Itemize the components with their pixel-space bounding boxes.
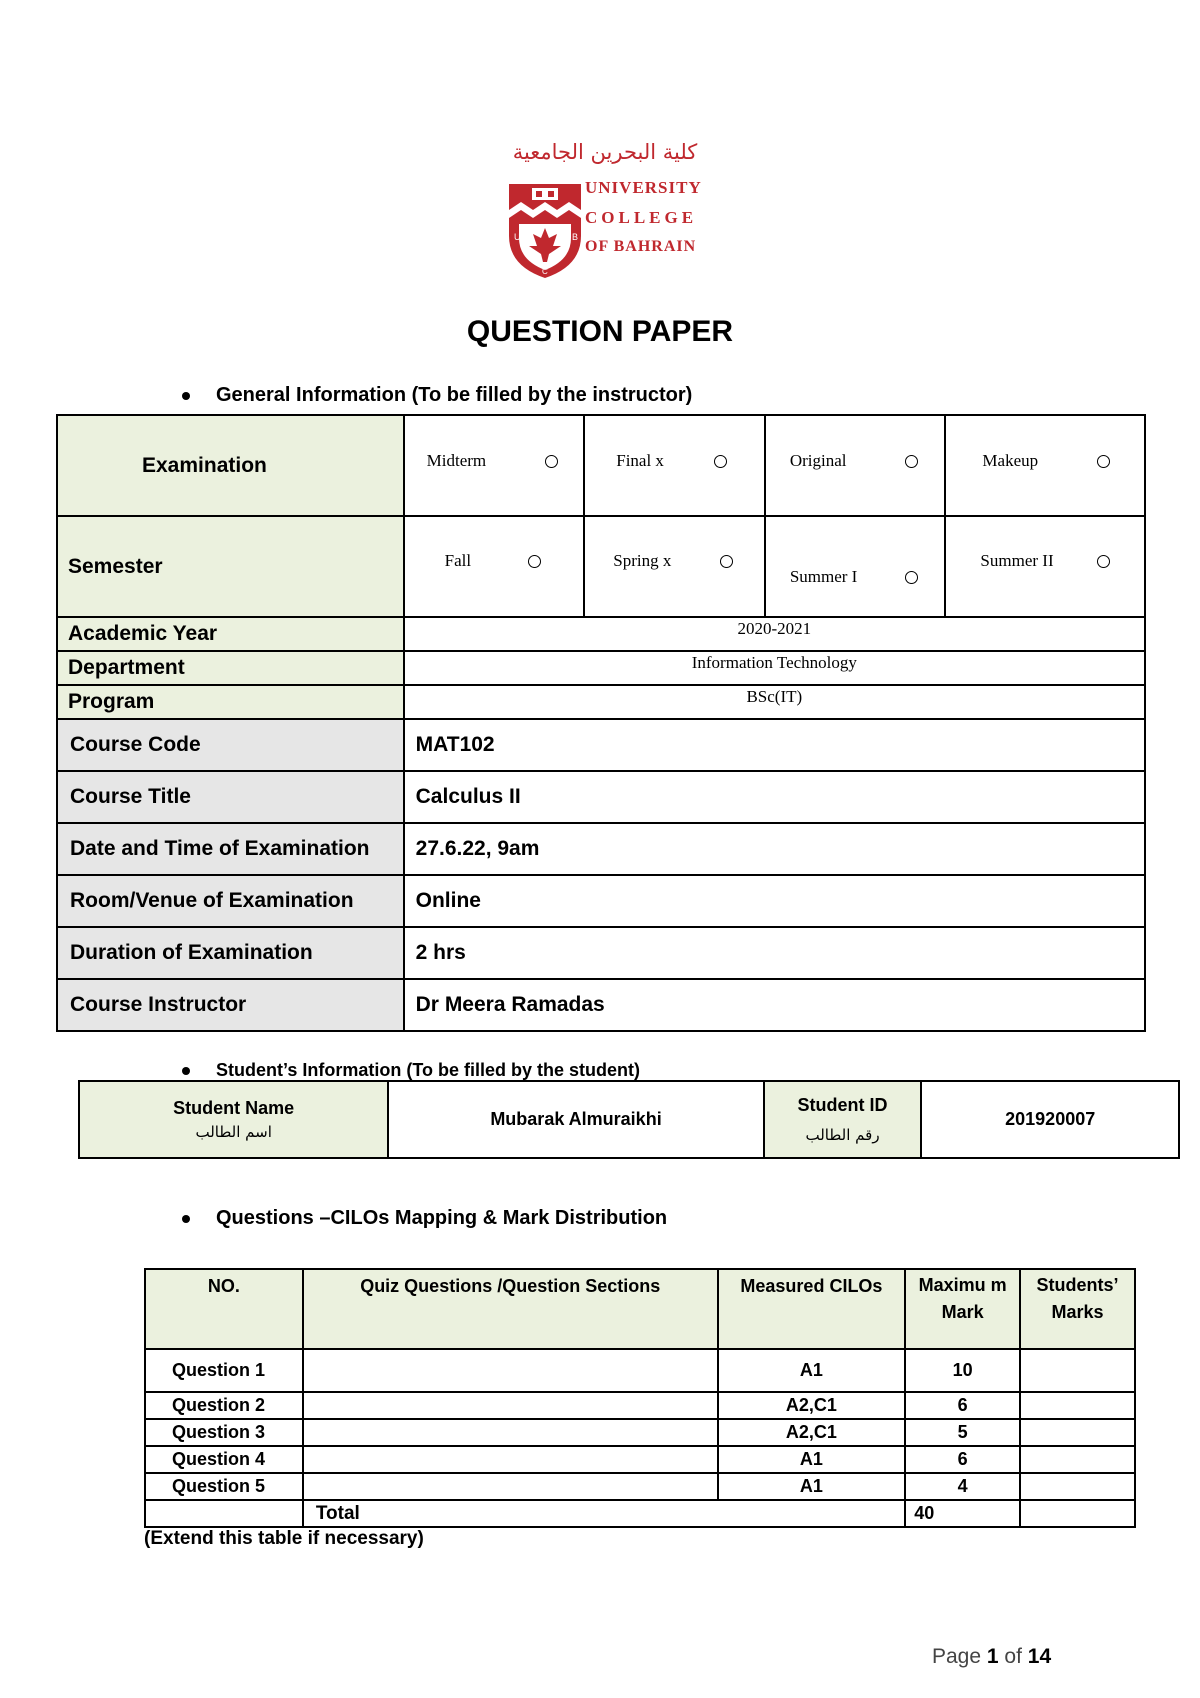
semester-option-summer-2[interactable]: Summer II (945, 516, 1145, 617)
department-label: Department (57, 651, 404, 685)
svg-text:U: U (514, 232, 521, 242)
university-logo (500, 140, 710, 280)
exam-option-midterm[interactable]: Midterm (404, 415, 585, 516)
semester-label: Semester (57, 516, 404, 617)
academic-year-label: Academic Year (57, 617, 404, 651)
table-row: Question 4 A1 6 (145, 1446, 1135, 1473)
date-time-value: 27.6.22, 9am (404, 823, 1145, 875)
exam-option-final[interactable]: Final x (584, 415, 765, 516)
logo-line-bahrain: OF BAHRAIN (585, 238, 697, 255)
duration-value: 2 hrs (404, 927, 1145, 979)
venue-value: Online (404, 875, 1145, 927)
duration-label: Duration of Examination (57, 927, 404, 979)
table-row: Question 1 A1 10 (145, 1349, 1135, 1392)
logo-line-college: COLLEGE (585, 208, 698, 227)
header-max-mark: Maximu m Mark (905, 1269, 1020, 1349)
bullet-icon (182, 1215, 190, 1223)
exam-option-makeup[interactable]: Makeup (945, 415, 1145, 516)
venue-label: Room/Venue of Examination (57, 875, 404, 927)
header-cilos: Measured CILOs (718, 1269, 906, 1349)
program-label: Program (57, 685, 404, 719)
student-id-label: Student ID رقم الطالب (764, 1081, 922, 1158)
header-questions: Quiz Questions /Question Sections (303, 1269, 718, 1349)
program-value: BSc(IT) (404, 685, 1145, 719)
radio-icon[interactable] (720, 555, 733, 568)
semester-option-spring[interactable]: Spring x (584, 516, 765, 617)
logo-arabic-name: كلية البحرين الجامعية (512, 140, 698, 164)
student-name-label: Student Name اسم الطالب (79, 1081, 388, 1158)
academic-year-value: 2020-2021 (404, 617, 1145, 651)
header-no: NO. (145, 1269, 303, 1349)
course-title-value: Calculus II (404, 771, 1145, 823)
semester-option-fall[interactable]: Fall (404, 516, 585, 617)
student-name-value[interactable]: Mubarak Almuraikhi (388, 1081, 763, 1158)
total-row (145, 1500, 1135, 1527)
student-info-table (78, 1080, 1180, 1159)
student-info-heading: Student’s Information (To be filled by the student) (182, 1060, 640, 1081)
shield-icon (505, 180, 585, 280)
table-row: Question 2 A2,C1 6 (145, 1392, 1135, 1419)
instructor-value: Dr Meera Ramadas (404, 979, 1145, 1031)
radio-icon[interactable] (528, 555, 541, 568)
examination-label: Examination (57, 415, 404, 516)
general-info-heading: General Information (To be filled by the instructor) (182, 384, 692, 407)
marks-table (144, 1268, 1136, 1528)
course-title-label: Course Title (57, 771, 404, 823)
instructor-label: Course Instructor (57, 979, 404, 1031)
course-code-value: MAT102 (404, 719, 1145, 771)
header-students-marks: Students’ Marks (1020, 1269, 1135, 1349)
semester-option-summer-1[interactable]: Summer I (765, 516, 946, 617)
bullet-icon (182, 1067, 190, 1075)
svg-text:C: C (542, 267, 548, 276)
table-row: Question 3 A2,C1 5 (145, 1419, 1135, 1446)
total-value: 40 (905, 1500, 1020, 1527)
course-code-label: Course Code (57, 719, 404, 771)
svg-text:B: B (572, 232, 579, 242)
bullet-icon (182, 392, 190, 400)
page-number: Page 1 of 14 (932, 1645, 1052, 1668)
radio-icon[interactable] (1097, 555, 1110, 568)
logo-line-university: UNIVERSITY (585, 178, 702, 197)
student-id-value[interactable]: 201920007 (921, 1081, 1179, 1158)
marks-heading: Questions –CILOs Mapping & Mark Distribution (182, 1207, 667, 1230)
general-info-table (56, 414, 1146, 1032)
exam-option-original[interactable]: Original (765, 415, 946, 516)
radio-icon[interactable] (714, 455, 727, 468)
extend-note: (Extend this table if necessary) (144, 1528, 424, 1549)
date-time-label: Date and Time of Examination (57, 823, 404, 875)
table-row: Question 5 A1 4 (145, 1473, 1135, 1500)
radio-icon[interactable] (905, 455, 918, 468)
page-title: QUESTION PAPER (466, 315, 734, 348)
total-label: Total (303, 1500, 905, 1527)
radio-icon[interactable] (1097, 455, 1110, 468)
department-value: Information Technology (404, 651, 1145, 685)
radio-icon[interactable] (545, 455, 558, 468)
radio-icon[interactable] (905, 571, 918, 584)
